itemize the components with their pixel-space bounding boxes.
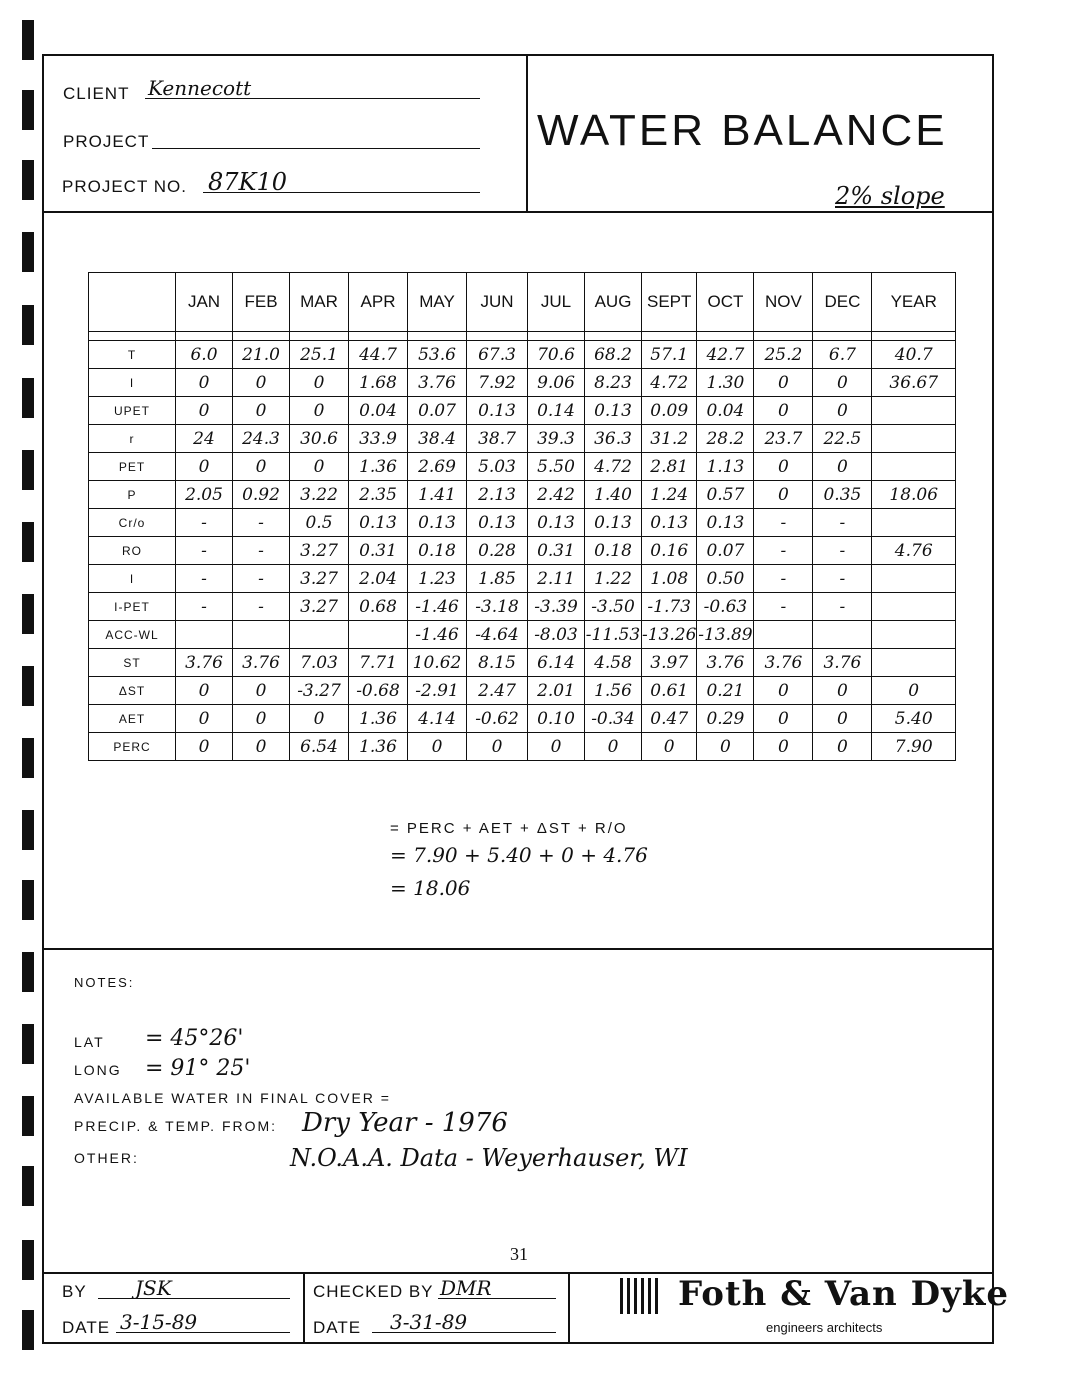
table-cell: 24 xyxy=(176,425,233,453)
table-cell: 0.13 xyxy=(408,509,467,537)
table-cell: 3.76 xyxy=(408,369,467,397)
table-cell: 3.22 xyxy=(290,481,349,509)
table-row xyxy=(89,425,956,453)
other-value: N.O.A.A. Data - Weyerhauser, WI xyxy=(290,1144,688,1172)
row-label: P xyxy=(89,481,176,509)
table-cell: 53.6 xyxy=(408,341,467,369)
table-cell: - xyxy=(754,537,813,565)
table-cell: 1.23 xyxy=(408,565,467,593)
table-cell: - xyxy=(176,593,233,621)
table-cell: 3.76 xyxy=(697,649,754,677)
row-label: RO xyxy=(89,537,176,565)
table-cell xyxy=(872,397,956,425)
table-cell: 0.18 xyxy=(408,537,467,565)
column-header: YEAR xyxy=(872,273,956,332)
table-cell: 1.08 xyxy=(642,565,697,593)
table-cell: 0.47 xyxy=(642,705,697,733)
date-label: DATE xyxy=(62,1318,111,1337)
precip-value: Dry Year - 1976 xyxy=(302,1108,508,1138)
row-label: PERC xyxy=(89,733,176,761)
table-cell: 0 xyxy=(176,369,233,397)
notes-label: NOTES: xyxy=(74,975,135,990)
table-cell: 23.7 xyxy=(754,425,813,453)
table-body xyxy=(89,332,956,761)
table-cell: 30.6 xyxy=(290,425,349,453)
table-cell: -0.63 xyxy=(697,593,754,621)
table-cell: 0 xyxy=(697,733,754,761)
table-cell: - xyxy=(176,565,233,593)
company-name: Foth & Van Dyke xyxy=(678,1274,1010,1314)
table-cell: 0 xyxy=(176,705,233,733)
table-cell: 0 xyxy=(233,369,290,397)
table-cell xyxy=(872,565,956,593)
table-row xyxy=(89,509,956,537)
checked-date-value: 3-31-89 xyxy=(390,1310,468,1334)
table-cell: 1.36 xyxy=(349,705,408,733)
table-cell: 0 xyxy=(754,481,813,509)
table-cell: 4.58 xyxy=(585,649,642,677)
header-divider xyxy=(526,54,528,212)
row-label: UPET xyxy=(89,397,176,425)
table-cell: -4.64 xyxy=(467,621,528,649)
table-cell: 5.50 xyxy=(528,453,585,481)
company-subtitle: engineers architects xyxy=(766,1320,883,1335)
table-cell: 28.2 xyxy=(697,425,754,453)
table-cell: 0 xyxy=(813,705,872,733)
table-cell xyxy=(872,509,956,537)
table-cell: 1.24 xyxy=(642,481,697,509)
table-cell: 1.56 xyxy=(585,677,642,705)
column-header: JAN xyxy=(176,273,233,332)
table-cell: 0.31 xyxy=(528,537,585,565)
table-cell: 0.07 xyxy=(408,397,467,425)
row-label: r xyxy=(89,425,176,453)
by-label: BY xyxy=(62,1282,87,1301)
column-header: AUG xyxy=(585,273,642,332)
column-header: APR xyxy=(349,273,408,332)
client-label: CLIENT xyxy=(63,84,130,103)
table-cell: 1.85 xyxy=(467,565,528,593)
table-cell xyxy=(754,621,813,649)
table-cell: 7.90 xyxy=(872,733,956,761)
table-cell: 36.67 xyxy=(872,369,956,397)
table-cell: - xyxy=(754,593,813,621)
table-cell: 4.72 xyxy=(642,369,697,397)
page-number: 31 xyxy=(510,1244,528,1264)
table-cell: 0.31 xyxy=(349,537,408,565)
client-value: Kennecott xyxy=(148,76,252,100)
by-underline xyxy=(98,1298,290,1299)
column-header: JUL xyxy=(528,273,585,332)
table-cell: 3.76 xyxy=(813,649,872,677)
table-cell: 0 xyxy=(642,733,697,761)
table-cell: - xyxy=(176,509,233,537)
table-row xyxy=(89,453,956,481)
table-cell: -1.46 xyxy=(408,593,467,621)
table-row xyxy=(89,341,956,369)
table-cell: 8.23 xyxy=(585,369,642,397)
table-cell: 0 xyxy=(290,369,349,397)
table-cell: 7.92 xyxy=(467,369,528,397)
table-cell: 0 xyxy=(176,733,233,761)
date-value: 3-15-89 xyxy=(120,1310,198,1334)
column-header: NOV xyxy=(754,273,813,332)
table-row xyxy=(89,621,956,649)
table-cell: 2.11 xyxy=(528,565,585,593)
table-cell: 0 xyxy=(813,453,872,481)
table-cell: 2.35 xyxy=(349,481,408,509)
column-header: DEC xyxy=(813,273,872,332)
table-cell: - xyxy=(233,565,290,593)
project-underline xyxy=(152,148,480,149)
table-cell: 2.81 xyxy=(642,453,697,481)
table-cell: 0.13 xyxy=(697,509,754,537)
table-cell: 1.22 xyxy=(585,565,642,593)
table-cell: 2.01 xyxy=(528,677,585,705)
table-cell: 0 xyxy=(754,705,813,733)
table-cell: 0.09 xyxy=(642,397,697,425)
table-cell: 0 xyxy=(467,733,528,761)
table-cell: 4.76 xyxy=(872,537,956,565)
table-cell: 1.13 xyxy=(697,453,754,481)
table-cell: 33.9 xyxy=(349,425,408,453)
table-cell: 2.04 xyxy=(349,565,408,593)
table-cell: 0 xyxy=(813,397,872,425)
project-label: PROJECT xyxy=(63,132,150,151)
table-cell: 0 xyxy=(754,369,813,397)
other-label: OTHER: xyxy=(74,1150,139,1166)
table-cell: 5.03 xyxy=(467,453,528,481)
table-cell: 0 xyxy=(813,733,872,761)
table-cell: 0.14 xyxy=(528,397,585,425)
date-underline xyxy=(116,1332,290,1333)
table-cell: 3.27 xyxy=(290,593,349,621)
table-row xyxy=(89,369,956,397)
table-cell: 5.40 xyxy=(872,705,956,733)
table-cell: 6.0 xyxy=(176,341,233,369)
row-label: PET xyxy=(89,453,176,481)
row-label: ΔST xyxy=(89,677,176,705)
table-cell: -0.62 xyxy=(467,705,528,733)
table-cell: 0 xyxy=(290,397,349,425)
logo-bars-icon xyxy=(620,1278,662,1314)
table-cell: 8.15 xyxy=(467,649,528,677)
table-cell: 22.5 xyxy=(813,425,872,453)
table-cell: 0 xyxy=(754,453,813,481)
table-cell: 0 xyxy=(585,733,642,761)
table-cell xyxy=(872,425,956,453)
table-cell: 0 xyxy=(176,677,233,705)
table-row xyxy=(89,565,956,593)
table-cell: - xyxy=(813,565,872,593)
by-value: JSK xyxy=(135,1276,172,1300)
table-cell: 0.07 xyxy=(697,537,754,565)
checked-by-value: DMR xyxy=(440,1276,492,1300)
table-cell: 3.76 xyxy=(754,649,813,677)
table-cell: 1.30 xyxy=(697,369,754,397)
long-label: LONG xyxy=(74,1062,122,1078)
table-cell: 7.71 xyxy=(349,649,408,677)
long-value: = 91° 25' xyxy=(145,1056,251,1081)
table-cell: 3.27 xyxy=(290,565,349,593)
table-cell: - xyxy=(813,537,872,565)
table-cell: 24.3 xyxy=(233,425,290,453)
table-cell: 10.62 xyxy=(408,649,467,677)
table-cell: 0.28 xyxy=(467,537,528,565)
table-cell: 6.54 xyxy=(290,733,349,761)
column-header: FEB xyxy=(233,273,290,332)
table-cell: 4.14 xyxy=(408,705,467,733)
table-cell: - xyxy=(813,593,872,621)
table-cell: 68.2 xyxy=(585,341,642,369)
column-header: MAY xyxy=(408,273,467,332)
table-cell: - xyxy=(233,509,290,537)
table-row xyxy=(89,733,956,761)
table-cell: 0.68 xyxy=(349,593,408,621)
available-water-label: AVAILABLE WATER IN FINAL COVER = xyxy=(74,1090,391,1106)
table-cell: - xyxy=(754,565,813,593)
table-row xyxy=(89,649,956,677)
table-cell: 0 xyxy=(872,677,956,705)
table-cell: 0.29 xyxy=(697,705,754,733)
water-balance-table xyxy=(88,272,956,761)
equation-line-2: = 7.90 + 5.40 + 0 + 4.76 xyxy=(390,843,648,867)
table-row xyxy=(89,397,956,425)
table-cell: 0 xyxy=(528,733,585,761)
table-cell: 0.04 xyxy=(349,397,408,425)
table-cell: 3.27 xyxy=(290,537,349,565)
table-cell xyxy=(813,621,872,649)
row-label: AET xyxy=(89,705,176,733)
table-cell: 67.3 xyxy=(467,341,528,369)
table-cell: 1.68 xyxy=(349,369,408,397)
table-cell: 0 xyxy=(176,397,233,425)
checked-date-underline xyxy=(372,1332,556,1333)
table-cell: 0 xyxy=(754,733,813,761)
footer-divider-2 xyxy=(568,1272,570,1344)
table-spacer xyxy=(89,332,956,341)
table-cell: 0.04 xyxy=(697,397,754,425)
table-cell: 21.0 xyxy=(233,341,290,369)
lat-value: = 45°26' xyxy=(145,1026,244,1051)
table-cell xyxy=(290,621,349,649)
table-cell: 0.50 xyxy=(697,565,754,593)
table-cell: 0.13 xyxy=(585,509,642,537)
table-row xyxy=(89,481,956,509)
project-no-value: 87K10 xyxy=(208,168,288,196)
table-cell: 0.61 xyxy=(642,677,697,705)
table-cell: 0.13 xyxy=(585,397,642,425)
table-cell: 0.35 xyxy=(813,481,872,509)
table-cell: 1.40 xyxy=(585,481,642,509)
table-cell: 2.69 xyxy=(408,453,467,481)
table-cell: 0.13 xyxy=(528,509,585,537)
project-no-underline xyxy=(203,192,480,193)
table-cell: -3.27 xyxy=(290,677,349,705)
table-cell: 42.7 xyxy=(697,341,754,369)
column-header: MAR xyxy=(290,273,349,332)
table-cell: 40.7 xyxy=(872,341,956,369)
table-cell: 2.05 xyxy=(176,481,233,509)
table-cell: 2.13 xyxy=(467,481,528,509)
table-row xyxy=(89,593,956,621)
table-cell xyxy=(872,649,956,677)
table-cell: - xyxy=(754,509,813,537)
table-cell: 0 xyxy=(754,677,813,705)
table-cell: 39.3 xyxy=(528,425,585,453)
table-cell: 0 xyxy=(233,733,290,761)
column-header xyxy=(89,273,176,332)
checked-date-label: DATE xyxy=(313,1318,362,1337)
row-label: I xyxy=(89,565,176,593)
table-cell xyxy=(872,593,956,621)
table-cell: -1.73 xyxy=(642,593,697,621)
table-cell xyxy=(872,453,956,481)
slope-note: 2% slope xyxy=(835,182,945,210)
table-cell: - xyxy=(813,509,872,537)
table-cell: - xyxy=(233,593,290,621)
table-cell: 0.13 xyxy=(349,509,408,537)
table-cell: - xyxy=(233,537,290,565)
table-cell: 0.13 xyxy=(467,509,528,537)
page-title: WATER BALANCE xyxy=(537,106,948,155)
precip-label: PRECIP. & TEMP. FROM: xyxy=(74,1118,278,1134)
table-cell: -13.26 xyxy=(642,621,697,649)
table-cell: 31.2 xyxy=(642,425,697,453)
table-cell: -3.18 xyxy=(467,593,528,621)
column-header: SEPT xyxy=(642,273,697,332)
table-cell: 25.1 xyxy=(290,341,349,369)
table-cell: 3.97 xyxy=(642,649,697,677)
table-cell: 0 xyxy=(754,397,813,425)
table-cell: 6.7 xyxy=(813,341,872,369)
table-cell: 0.5 xyxy=(290,509,349,537)
header-bottom-rule xyxy=(42,211,994,213)
table-cell: 70.6 xyxy=(528,341,585,369)
table-cell: -0.68 xyxy=(349,677,408,705)
row-label: T xyxy=(89,341,176,369)
table-cell: 4.72 xyxy=(585,453,642,481)
table-cell: 0.57 xyxy=(697,481,754,509)
client-underline xyxy=(145,98,480,99)
row-label: ST xyxy=(89,649,176,677)
lat-label: LAT xyxy=(74,1034,105,1050)
table-cell: 0.16 xyxy=(642,537,697,565)
table-cell: 57.1 xyxy=(642,341,697,369)
table-cell: 38.4 xyxy=(408,425,467,453)
table-cell: 0 xyxy=(813,369,872,397)
checked-by-label: CHECKED BY xyxy=(313,1282,434,1301)
footer-divider-1 xyxy=(303,1272,305,1344)
table-cell: 6.14 xyxy=(528,649,585,677)
table-cell: 38.7 xyxy=(467,425,528,453)
table-cell: 0.10 xyxy=(528,705,585,733)
table-row xyxy=(89,705,956,733)
equation-line-1: = PERC + AET + ΔST + R/O xyxy=(390,820,628,837)
table-cell: 1.41 xyxy=(408,481,467,509)
table-cell: 0.18 xyxy=(585,537,642,565)
table-cell: -2.91 xyxy=(408,677,467,705)
table-cell: 7.03 xyxy=(290,649,349,677)
row-label: Cr/o xyxy=(89,509,176,537)
checked-by-underline xyxy=(438,1298,556,1299)
table-cell: 2.42 xyxy=(528,481,585,509)
table-cell: 0.21 xyxy=(697,677,754,705)
table-cell: 0 xyxy=(233,677,290,705)
equation-line-3: = 18.06 xyxy=(390,876,471,900)
table-cell: -3.50 xyxy=(585,593,642,621)
table-cell: 9.06 xyxy=(528,369,585,397)
table-cell xyxy=(872,621,956,649)
table-cell: -13.89 xyxy=(697,621,754,649)
table-cell: -1.46 xyxy=(408,621,467,649)
table-cell: 0 xyxy=(408,733,467,761)
table-row xyxy=(89,677,956,705)
table-header-row xyxy=(89,273,956,332)
table-cell: 0.13 xyxy=(467,397,528,425)
table-cell: -0.34 xyxy=(585,705,642,733)
table-cell: 0 xyxy=(233,397,290,425)
table-row xyxy=(89,537,956,565)
table-cell xyxy=(176,621,233,649)
table-cell: 36.3 xyxy=(585,425,642,453)
column-header: OCT xyxy=(697,273,754,332)
table-cell: 0.92 xyxy=(233,481,290,509)
table-cell: - xyxy=(176,537,233,565)
table-cell: 25.2 xyxy=(754,341,813,369)
table-cell: 3.76 xyxy=(233,649,290,677)
table-cell: 2.47 xyxy=(467,677,528,705)
table-cell xyxy=(349,621,408,649)
table-cell: -3.39 xyxy=(528,593,585,621)
row-label: I xyxy=(89,369,176,397)
table-cell: 0 xyxy=(233,705,290,733)
table-cell: -8.03 xyxy=(528,621,585,649)
table-cell: 0 xyxy=(176,453,233,481)
column-header: JUN xyxy=(467,273,528,332)
table-cell: 1.36 xyxy=(349,733,408,761)
table-cell: 1.36 xyxy=(349,453,408,481)
table-cell: 0 xyxy=(290,705,349,733)
table-cell: 0 xyxy=(290,453,349,481)
table-cell: 0 xyxy=(233,453,290,481)
table-cell: 3.76 xyxy=(176,649,233,677)
row-label: ACC-WL xyxy=(89,621,176,649)
table-cell: 0 xyxy=(813,677,872,705)
notes-top-rule xyxy=(42,948,994,950)
row-label: I-PET xyxy=(89,593,176,621)
table-cell: 44.7 xyxy=(349,341,408,369)
table-cell xyxy=(233,621,290,649)
project-no-label: PROJECT NO. xyxy=(62,177,187,196)
table-cell: 18.06 xyxy=(872,481,956,509)
table-cell: 0.13 xyxy=(642,509,697,537)
table-cell: -11.53 xyxy=(585,621,642,649)
